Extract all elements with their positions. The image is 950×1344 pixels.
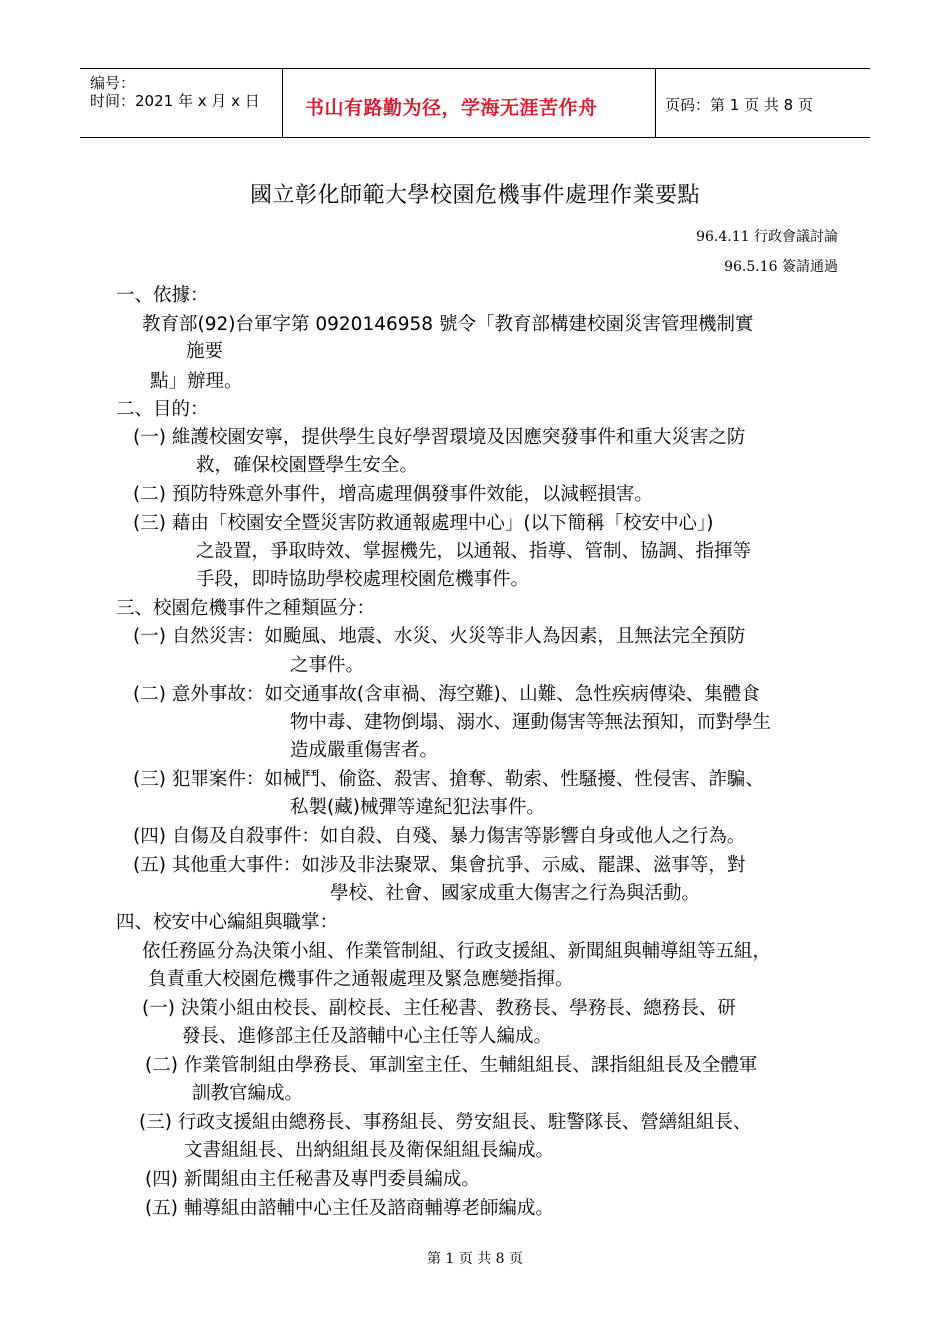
page-footer: 第 1 页 共 8 页 [426, 1251, 524, 1267]
list-item-continuation: 之設置，爭取時效、掌握機先，以通報、指導、管制、協調、指揮等 [196, 541, 752, 562]
list-item-continuation: 發長、進修部主任及諮輔中心主任等人編成。 [182, 1026, 553, 1047]
page-info: 页码：第 1 页 共 8 页 [665, 96, 813, 114]
list-item: (四) 自傷及自殺事件：如自殺、自殘、暴力傷害等影響自身或他人之行為。 [133, 826, 746, 847]
list-item-continuation: 手段，即時協助學校處理校園危機事件。 [196, 569, 530, 590]
date-discussed: 96.4.11 行政會議討論 [696, 229, 838, 245]
list-item-continuation: 物中毒、建物倒塌、溺水、運動傷害等無法預知，而對學生 [290, 712, 772, 733]
list-item: (四) 新聞組由主任秘書及專門委員編成。 [145, 1169, 480, 1190]
list-item-continuation: 之事件。 [290, 655, 365, 676]
list-item: (二) 意外事故：如交通事故(含車禍、海空難)、山難、急性疾病傳染、集體食 [133, 684, 760, 705]
document-title: 國立彰化師範大學校園危機事件處理作業要點 [249, 183, 700, 208]
list-item-continuation: 私製(藏)械彈等違紀犯法事件。 [290, 797, 545, 818]
body-line: 施要 [186, 341, 224, 362]
body-line: 負責重大校園危機事件之通報處理及緊急應變指揮。 [148, 969, 574, 990]
list-item: (二) 預防特殊意外事件，增高處理偶發事件效能，以減輕損害。 [133, 484, 653, 505]
number-label: 编号： [90, 74, 136, 92]
section-heading: 三、校園危機事件之種類區分： [116, 598, 376, 619]
list-item-continuation: 文書組組長、出納組組長及衛保組組長編成。 [184, 1140, 555, 1161]
motto: 书山有路勤为径，学海无涯苦作舟 [305, 97, 598, 119]
list-item-continuation: 造成嚴重傷害者。 [290, 740, 439, 761]
body-line: 教育部(92)台軍字第 0920146958 號令「教育部構建校園災害管理機制實 [142, 314, 754, 335]
section-heading: 一、依據： [116, 285, 209, 306]
section-heading: 二、目的： [116, 399, 209, 420]
list-item: (一) 自然災害：如颱風、地震、水災、火災等非人為因素，且無法完全預防 [133, 626, 746, 647]
list-item: (三) 行政支援組由總務長、事務組長、勞安組長、駐警隊長、營繕組組長、 [139, 1112, 752, 1133]
header-info-cell [80, 69, 283, 137]
list-item-continuation: 訓教官編成。 [192, 1083, 304, 1104]
header-motto-cell [283, 69, 656, 137]
list-item: (一) 決策小組由校長、副校長、主任秘書、教務長、學務長、總務長、研 [142, 998, 736, 1019]
list-item: (二) 作業管制組由學務長、軍訓室主任、生輔組組長、課指組組長及全體軍 [145, 1055, 758, 1076]
list-item: (五) 其他重大事件：如涉及非法聚眾、集會抗爭、示威、罷課、滋事等，對 [133, 855, 746, 876]
list-item: (三) 藉由「校園安全暨災害防救通報處理中心」(以下簡稱「校安中心」) [133, 513, 714, 534]
list-item: (一) 維護校園安寧，提供學生良好學習環境及因應突發事件和重大災害之防 [133, 427, 746, 448]
list-item: (三) 犯罪案件：如械鬥、偷盜、殺害、搶奪、勒索、性騷擾、性侵害、詐騙、 [133, 769, 764, 790]
body-line: 依任務區分為決策小組、作業管制組、行政支援組、新聞組與輔導組等五組， [142, 941, 772, 962]
time-label: 时间：2021 年 x 月 x 日 [90, 92, 260, 110]
header-table [80, 68, 870, 138]
date-approved: 96.5.16 簽請通過 [724, 259, 838, 275]
header-page-cell [656, 69, 870, 137]
list-item-continuation: 學校、社會、國家成重大傷害之行為與活動。 [330, 883, 701, 904]
list-item: (五) 輔導組由諮輔中心主任及諮商輔導老師編成。 [145, 1198, 554, 1219]
body-line: 點」辦理。 [150, 371, 243, 392]
section-heading: 四、校安中心編組與職掌： [116, 912, 339, 933]
list-item-continuation: 救，確保校園暨學生安全。 [196, 455, 419, 476]
